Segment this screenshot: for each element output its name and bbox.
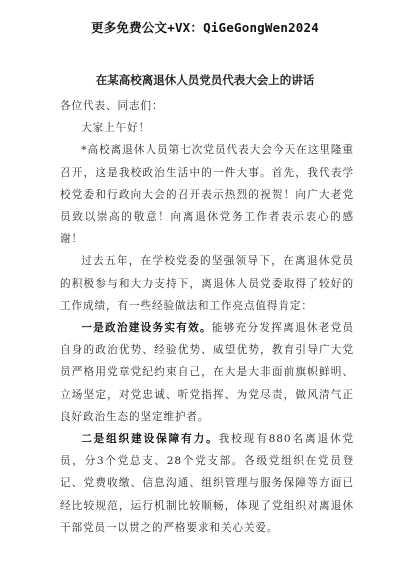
organization-building-heading: 二是组织建设保障有力。: [81, 433, 219, 446]
paragraph-review: 过去五年，在学校党委的坚强领导下，在离退休党员的积极参与和大力支持下，离退休人员党委取得了较好的工作成绩，有一些经验做法和工作亮点值得肯定：: [60, 255, 354, 312]
speech-title: 在某高校离退休人员党员代表大会上的讲话: [95, 73, 315, 87]
political-building-heading: 一是政治建设务实有效。: [81, 322, 212, 335]
organization-building-text: 我校现有880名离退休党员，分3个党总支、28个党支部。各级党组织在党员登记、党费收缴、信息沟通、组织管理与服务保障等方面已经比较规范，运行机制比较顺畅，体现了党组织对离退休干部党员一以贯之的严格要求和关心关爱。: [60, 433, 354, 534]
political-building-text: 能够充分发挥离退休老党员自身的政治优势、经验优势、威望优势，教育引导广大党员严格用党章党纪约束自己，在大是大非面前旗帜鲜明、立场坚定，对党忠诚、听党指挥、为党尽责，做风清气正良好政治生态的坚定维护者。: [60, 322, 354, 423]
paragraph-opening: *高校离退休人员第七次党员代表大会今天在这里隆重召开，这是我校政治生活中的一件大事。首先，我代表学校党委和行政向大会的召开表示热烈的祝贺！向广大老党员致以崇高的敬意！向离退休党务工作者表示衷心的感谢！: [60, 144, 354, 246]
watermark-header: 更多免费公文+VX：QiGeGongWen2024: [91, 20, 319, 35]
speech-body: [60, 95, 354, 539]
salutation: 各位代表、同志们：: [60, 100, 164, 112]
paragraph-political-building: [60, 317, 354, 428]
greeting: 大家上午好！: [81, 122, 151, 135]
paragraph-organization-building: [60, 428, 354, 539]
